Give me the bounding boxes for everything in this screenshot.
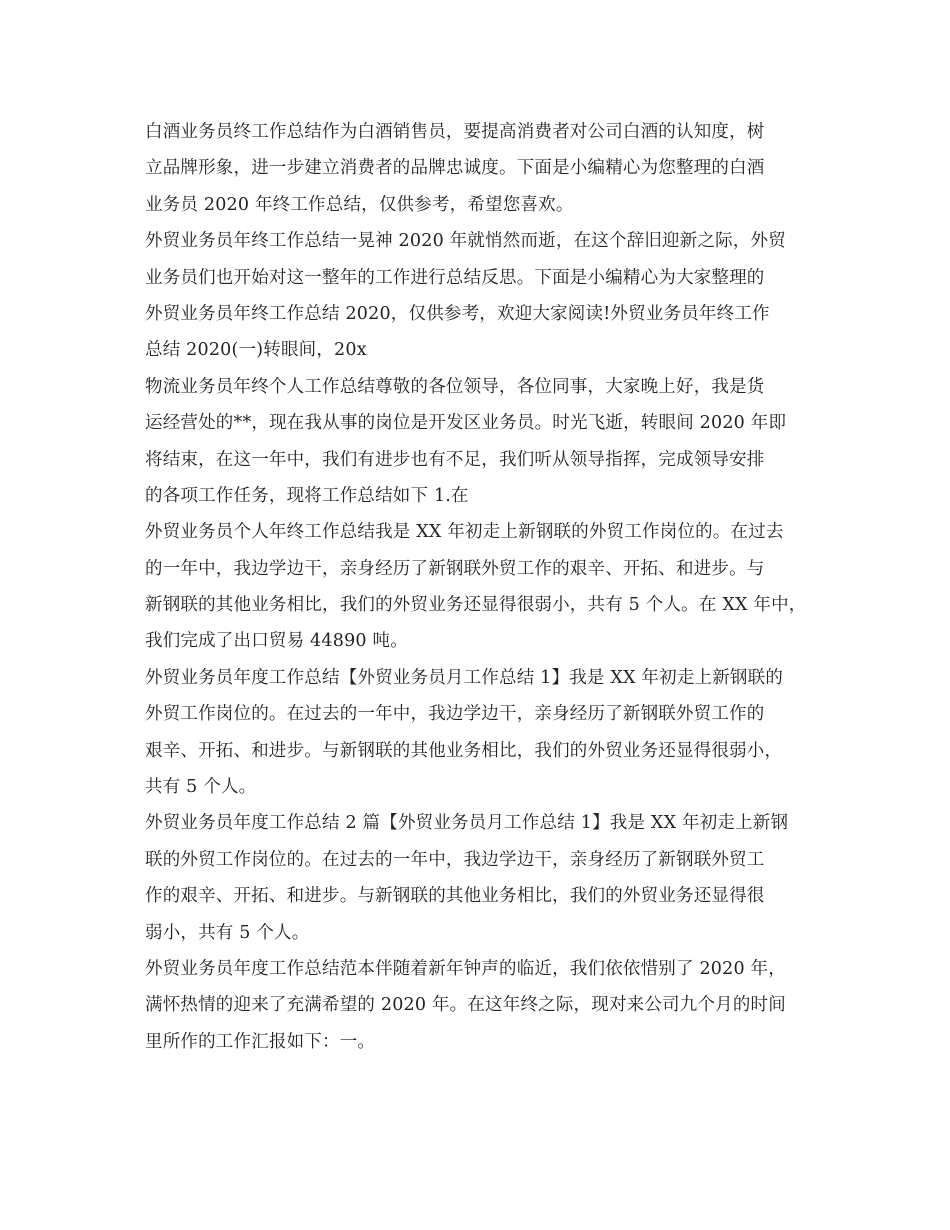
text-line: 艰辛、开拓、和进步。与新钢联的其他业务相比，我们的外贸业务还显得很弱小， [145, 740, 783, 761]
text-line: 外贸业务员年终工作总结 2020，仅供参考，欢迎大家阅读!外贸业务员年终工作 [145, 303, 770, 324]
paragraph-annual-summary-two [145, 805, 815, 951]
text-line: 新钢联的其他业务相比，我们的外贸业务还显得很弱小，共有 5 个人。在 XX 年中， [145, 595, 807, 616]
paragraph-foreign-trade-year-end [145, 223, 815, 369]
text-line: 立品牌形象，进一步建立消费者的品牌忠诚度。下面是小编精心为您整理的白酒 [145, 158, 765, 179]
paragraph-annual-summary [145, 660, 815, 806]
text-line: 总结 2020(一)转眼间，20x [145, 340, 367, 361]
text-line: 外贸业务员年度工作总结 2 篇【外贸业务员月工作总结 1】我是 XX 年初走上新钢 [145, 813, 789, 834]
paragraph-personal-year-end [145, 514, 815, 660]
text-line: 的一年中，我边学边干，亲身经历了新钢联外贸工作的艰辛、开拓、和进步。与 [145, 558, 765, 579]
text-line: 作的艰辛、开拓、和进步。与新钢联的其他业务相比，我们的外贸业务还显得很 [145, 886, 765, 907]
text-line: 业务员 2020 年终工作总结，仅供参考，希望您喜欢。 [145, 194, 574, 215]
paragraph-annual-summary-template [145, 951, 815, 1060]
text-line: 共有 5 个人。 [145, 777, 257, 798]
text-line: 业务员们也开始对这一整年的工作进行总结反思。下面是小编精心为大家整理的 [145, 267, 765, 288]
text-line: 外贸业务员年终工作总结一晃神 2020 年就悄然而逝，在这个辞旧迎新之际，外贸 [145, 231, 786, 252]
text-line: 弱小，共有 5 个人。 [145, 922, 310, 943]
text-line: 将结束，在这一年中，我们有进步也有不足，我们听从领导指挥，完成领导安排 [145, 449, 765, 470]
text-line: 外贸业务员个人年终工作总结我是 XX 年初走上新钢联的外贸工作岗位的。在过去 [145, 522, 784, 543]
paragraph-logistics-summary [145, 369, 815, 515]
text-line: 白酒业务员终工作总结作为白酒销售员，要提高消费者对公司白酒的认知度，树 [145, 122, 765, 142]
text-line: 外贸业务员年度工作总结【外贸业务员月工作总结 1】我是 XX 年初走上新钢联的 [145, 667, 784, 688]
text-line: 满怀热情的迎来了充满希望的 2020 年。在这年终之际，现对来公司九个月的时间 [145, 995, 786, 1016]
document-body [145, 114, 815, 1060]
text-line: 里所作的工作汇报如下：一。 [145, 1031, 376, 1052]
text-line: 我们完成了出口贸易 44890 吨。 [145, 631, 408, 652]
text-line: 外贸工作岗位的。在过去的一年中，我边学边干，亲身经历了新钢联外贸工作的 [145, 704, 765, 725]
paragraph-baijiu-summary [145, 114, 815, 223]
text-line: 外贸业务员年度工作总结范本伴随着新年钟声的临近，我们依依惜别了 2020 年， [145, 958, 786, 979]
text-line: 物流业务员年终个人工作总结尊敬的各位领导，各位同事，大家晚上好，我是货 [145, 376, 765, 397]
text-line: 运经营处的**，现在我从事的岗位是开发区业务员。时光飞逝，转眼间 2020 年即 [145, 413, 787, 434]
text-line: 联的外贸工作岗位的。在过去的一年中，我边学边干，亲身经历了新钢联外贸工 [145, 849, 765, 870]
text-line: 的各项工作任务，现将工作总结如下 1.在 [145, 485, 469, 506]
